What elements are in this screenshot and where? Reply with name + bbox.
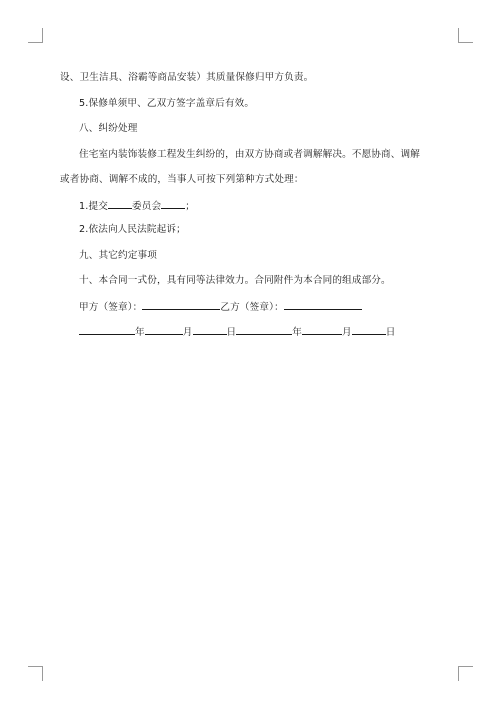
section-heading-disputes: 八、纠纷处理 — [79, 123, 138, 134]
party-a-year-blank — [79, 324, 135, 335]
month-label-a: 月 — [182, 327, 193, 338]
paragraph-disputes-line1: 住宅室内装饰装修工程发生纠纷的，由双方协商或者调解解决。不愿协商、调解 — [79, 149, 421, 160]
crop-mark-bottom-left — [28, 666, 43, 681]
year-label-b: 年 — [292, 327, 302, 338]
party-a-month-blank — [145, 324, 183, 335]
option-arbitration — [79, 198, 195, 214]
year-label-a: 年 — [135, 327, 145, 338]
date-line — [79, 324, 396, 340]
crop-mark-top-right — [458, 28, 473, 43]
paragraph-disputes-line2: 或者协商、调解不成的，当事人可按下列第种方式处理： — [60, 174, 304, 185]
clause-copies: 十、本合同一式份，具有同等法律效力。合同附件为本合同的组成部分。 — [79, 275, 391, 286]
day-label-b: 日 — [385, 327, 396, 338]
arbitration-blank-1 — [108, 198, 132, 209]
day-label-a: 日 — [226, 327, 237, 338]
arbitration-blank-2 — [161, 198, 185, 209]
option-arbitration-prefix: 1.提交 — [79, 201, 108, 212]
month-label-b: 月 — [342, 327, 352, 338]
party-a-label: 甲方（签章）： — [79, 302, 143, 313]
party-b-month-blank — [302, 324, 342, 335]
signature-line — [79, 299, 362, 315]
paragraph-warranty-continued: 设、卫生洁具、浴霸等商品安装）其质量保修归甲方负责。 — [60, 72, 314, 83]
party-b-year-blank — [236, 324, 292, 335]
option-arbitration-suffix: ； — [185, 201, 195, 212]
party-a-day-blank — [193, 324, 227, 335]
clause-warranty-signature: 5.保修单须甲、乙双方签字盖章后有效。 — [79, 98, 255, 109]
party-a-signature-blank — [142, 299, 220, 310]
party-b-day-blank — [352, 324, 386, 335]
option-court: 2.依法向人民法院起诉； — [79, 224, 186, 235]
crop-mark-bottom-right — [458, 666, 473, 681]
crop-mark-top-left — [28, 28, 43, 43]
section-heading-other: 九、其它约定事项 — [79, 250, 157, 261]
party-b-signature-blank — [284, 299, 362, 310]
party-b-label: 乙方（签章）： — [220, 302, 284, 313]
option-arbitration-committee: 委员会 — [131, 201, 162, 212]
